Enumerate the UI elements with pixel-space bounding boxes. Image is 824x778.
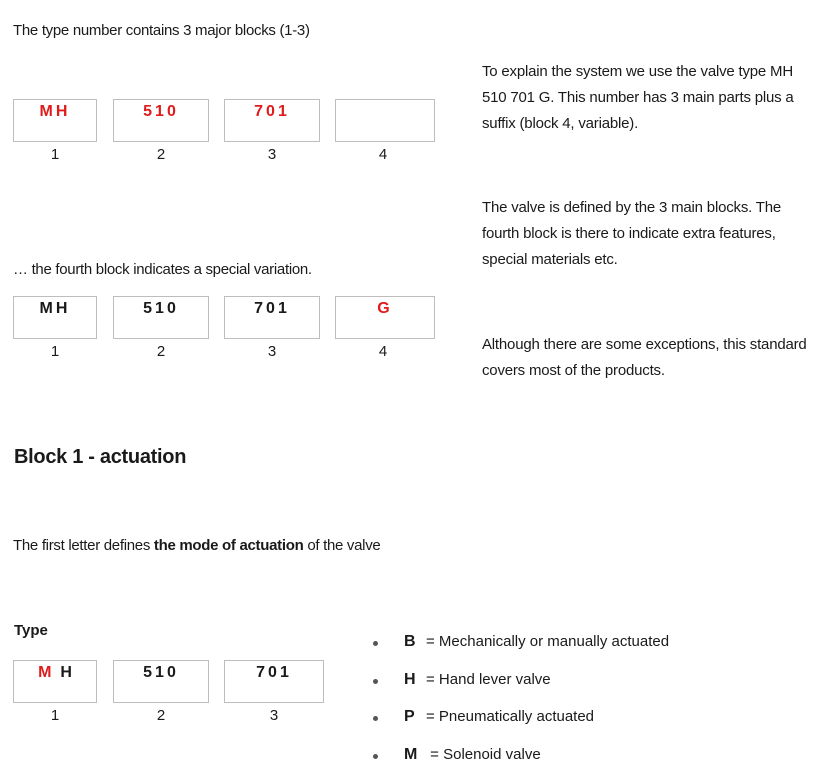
bullet-icon — [373, 754, 378, 759]
block-3-box: 701 — [224, 99, 320, 142]
legend-item — [404, 633, 669, 651]
block-1-number: 1 — [50, 343, 60, 360]
legend-text: = Pneumatically actuated — [426, 708, 595, 725]
bullet-icon — [373, 716, 378, 721]
sentence-emphasis: the mode of actuation — [153, 537, 304, 554]
block-3-box: 701 — [224, 660, 324, 703]
bullet-icon — [373, 679, 378, 684]
legend-text: = Mechanically or manually actuated — [426, 633, 670, 650]
fourth-block-note: … the fourth block indicates a special variation. — [13, 261, 312, 278]
explanation-paragraph-2: The valve is defined by the 3 main blocks. The fourth block is there to indicate extra features, special materials etc. — [482, 199, 782, 268]
explanation-paragraph-1: To explain the system we use the valve type MH 510 701 G. This number has 3 main parts plus a suffix (block 4, variable). — [482, 63, 794, 132]
block-3-number: 3 — [267, 146, 277, 163]
block-4-number: 4 — [378, 146, 388, 163]
section-title: Block 1 - actuation — [14, 446, 187, 468]
block-1-number: 1 — [50, 146, 60, 163]
block-4-box: G — [335, 296, 435, 339]
block-2-box: 510 — [113, 296, 209, 339]
second-letter: H — [60, 664, 72, 681]
legend-code: M — [404, 746, 418, 763]
block-1-box: MH — [13, 296, 97, 339]
legend-item — [404, 708, 594, 726]
block-4-number: 4 — [378, 343, 388, 360]
legend-item — [404, 746, 541, 764]
legend-text: = Solenoid valve — [426, 746, 541, 763]
block-1-number: 1 — [50, 707, 60, 724]
block-3-number: 3 — [267, 343, 277, 360]
block-3-box: 701 — [224, 296, 320, 339]
type-label: Type — [14, 622, 48, 639]
legend-code: P — [404, 708, 415, 725]
first-letter-sentence — [13, 537, 380, 554]
legend-text: = Hand lever valve — [426, 671, 551, 688]
block-1-box: MH — [13, 99, 97, 142]
block-2-box: 510 — [113, 660, 209, 703]
intro-text: The type number contains 3 major blocks (1-3) — [13, 22, 310, 39]
explanation-paragraph-3: Although there are some exceptions, this standard covers most of the products. — [482, 336, 807, 379]
block-4-box — [335, 99, 435, 142]
block-2-number: 2 — [156, 146, 166, 163]
first-letter: M — [38, 664, 52, 681]
block-1-box — [13, 660, 97, 703]
sentence-prefix: The first letter defines — [13, 537, 154, 554]
block-2-box: 510 — [113, 99, 209, 142]
sentence-suffix: of the valve — [303, 537, 381, 554]
legend-item — [404, 671, 551, 689]
block-2-number: 2 — [156, 343, 166, 360]
block-2-number: 2 — [156, 707, 166, 724]
block-3-number: 3 — [269, 707, 279, 724]
legend-code: B — [404, 633, 416, 650]
legend-code: H — [404, 671, 416, 688]
bullet-icon — [373, 641, 378, 646]
